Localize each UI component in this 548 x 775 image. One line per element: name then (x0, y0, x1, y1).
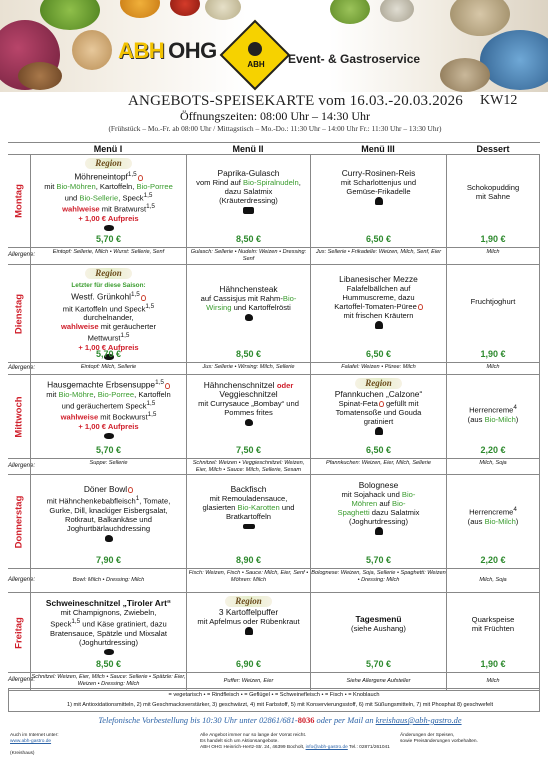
region-badge: Region (225, 596, 272, 607)
price: 7,50 € (235, 445, 262, 455)
cow-icon (243, 207, 254, 214)
allergen-cell: Pfannkuchen: Weizen, Eier, Milch, Sellerie (310, 459, 446, 474)
price: 8,50 € (235, 234, 262, 244)
region-badge: Region (85, 268, 132, 279)
icon-legend: = vegetarisch • = Rindfleisch • = Geflügel • = Schweinefleisch • = Fisch • = Knoblauch (168, 692, 380, 698)
garlic-icon (128, 487, 133, 493)
allergen-row-montag: Allergene: Eintopf: Sellerie, Milch • Wurst: Sellerie, Senf Gulasch: Sellerie • Nudeln: Weizen • Dressing: Senf Jus: Sellerie • Frikadelle: Weizen, Milch, Senf, Eier Milch (8, 248, 540, 265)
menu-2-cell: Region 3 Kartoffelpuffer mit Apfelmus oder Rübenkraut 6,90 € (186, 593, 310, 672)
allergen-cell: Falafel: Weizen • Püree: Milch (310, 363, 446, 374)
vegetable-decoration (450, 0, 510, 36)
price: 1,90 € (480, 349, 506, 359)
menu-table (8, 142, 540, 691)
allergen-row-freitag: Allergene: Schnitzel: Weizen, Eier, Milch • Sauce: Sellerie • Spätzle: Eier, Weizen • Dressing: Milch Puffer: Weizen, Eier Siehe Allergene Aufsteller Milch (8, 673, 540, 691)
price: 8,50 € (235, 349, 262, 359)
day-label: Mittwoch (13, 395, 25, 438)
price: 6,90 € (235, 659, 262, 669)
day-label: Freitag (13, 616, 25, 649)
dessert-cell: Herrencreme$^4$ (aus Bio-Milch) 2,20 € (446, 375, 540, 458)
menu-1-cell: Hausgemachte Erbsensuppe$^{1,5}$ mit Bio-Möhre, Bio-Porree, Kartoffeln und geräuchertem Speck$^{1,5}$ wahlweise mit Bockwurst$^{1,5}$ + 1,00 € Aufpreis 5,70 € (30, 375, 186, 458)
price: 8,90 € (235, 555, 262, 565)
allergen-cell: Milch (446, 673, 540, 690)
price: 5,70 € (95, 349, 122, 359)
menu-3-cell: Curry-Rosinen-Reis mit Scharlottenjus und Gemüse-Frikadelle 6,50 € (310, 155, 446, 247)
price: 5,70 € (365, 659, 392, 669)
vegetable-decoration (120, 0, 160, 18)
menu-2-cell: Hähnchenschnitzel oder Veggieschnitzel mit Currysauce „Bombay“ und Pommes frites 7,50 € (186, 375, 310, 458)
day-row-dienstag (8, 265, 540, 363)
price: 5,70 € (365, 555, 392, 565)
menu-3-cell: Bolognese mit Sojahack und Bio- Möhren auf Bio- Spaghetti dazu Salatmix (Joghurtdressing) 5,70 € (310, 475, 446, 568)
header-banner (0, 0, 548, 92)
vegetarian-icon (245, 627, 253, 635)
day-label: Dienstag (13, 293, 25, 334)
dessert-cell: Schokopudding mit Sahne 1,90 € (446, 155, 540, 247)
price: 2,20 € (480, 555, 506, 565)
price: 5,70 € (95, 445, 122, 455)
allergen-cell: Schnitzel: Weizen • Veggieschnitzel: Weizen, Eier, Milch • Sauce: Milch, Sellerie, Sesam (186, 459, 310, 474)
menu-1-cell: Region Letzter für diese Saison: Westf. Grünkohl$^{1,5}$ mit Kartoffeln und Speck$^{1,5}$ durchelnander, wahlweise mit geräucherter Mettwurst$^{1,5}$ + 1,00 € Aufpreis 5,70 € (30, 265, 186, 362)
day-row-freitag (8, 593, 540, 673)
day-row-mittwoch (8, 375, 540, 459)
logo-label: ABH (247, 60, 265, 69)
pig-icon (104, 649, 114, 655)
website-link[interactable]: www.abh-gastro.de (10, 739, 52, 744)
dessert-cell: Fruchtjoghurt 1,90 € (446, 265, 540, 362)
allergen-cell: Suppe: Sellerie (30, 459, 186, 474)
allergen-cell: Bolognese: Weizen, Soja, Sellerie • Spaghetti: Weizen • Dressing: Milch (310, 569, 446, 592)
price: 6,50 € (365, 234, 392, 244)
footer-middle: Alle Angebot immer nur so lange der Vorrat reicht. Es handelt sich um Aktionsangebote. ABH OHG Heinrich-Hertz-Str. 24, 46399 Bocholt, info@abh-gastro.de Tel.: 02871/261041 (200, 733, 390, 750)
poultry-icon (245, 314, 253, 321)
allergen-cell: Milch, Soja (446, 569, 540, 592)
menu-1-cell: Region Möhreneintopf$^{1,5}$ mit Bio-Möhren, Kartoffeln, Bio-Porree und Bio-Sellerie, Speck$^{1,5}$ wahlweise mit Bratwurst$^{1,5}$ + 1,00 € Aufpreis 5,70 € (30, 155, 186, 247)
price: 2,20 € (480, 445, 506, 455)
fish-icon (243, 524, 255, 529)
price: 6,50 € (365, 445, 392, 455)
menu-1-cell: Döner Bowl mit Hähnchenkebabfleisch$^1$, Tomate, Gurke, Dill, knackiger Eisbergsalat, Rotkraut, Balkankäse und Joghurtbärlauchdressing 7,90 € (30, 475, 186, 568)
dessert-cell: Quarkspeise mit Früchten 1,90 € (446, 593, 540, 672)
allergen-cell: Milch (446, 248, 540, 264)
allergen-cell: Jus: Sellerie • Wirsing: Milch, Sellerie (186, 363, 310, 374)
allergen-cell: Puffer: Weizen, Eier (186, 673, 310, 690)
allergen-row-donnerstag: Allergene: Bowl: Milch • Dressing: Milch Fisch: Weizen, Fisch • Sauce: Milch, Eier, Senf • Möhren: Milch Bolognese: Weizen, Soja, Sellerie • Spaghetti: Weizen • Dressing: Milch Milch, Soja (8, 569, 540, 593)
allergen-cell: Milch (446, 363, 540, 374)
allergen-row-mittwoch: Allergene: Suppe: Sellerie Schnitzel: Weizen • Veggieschnitzel: Weizen, Eier, Milch • Sauce: Milch, Sellerie, Sesam Pfannkuchen: Weizen, Eier, Milch, Sellerie Milch, Soja (8, 459, 540, 475)
menu-2-cell: Hähnchensteak auf Cassisjus mit Rahm-Bio- Wirsing und Kartoffelrösti 8,50 € (186, 265, 310, 362)
vegetarian-icon (375, 321, 383, 329)
poultry-icon (105, 535, 113, 542)
vegetable-decoration (330, 0, 370, 24)
day-row-montag (8, 155, 540, 248)
brand-logo: ABH OHG (118, 38, 217, 63)
price: 1,90 € (480, 659, 506, 669)
region-badge: Region (85, 158, 132, 169)
pig-icon (104, 433, 114, 439)
garlic-icon (141, 295, 146, 301)
allergen-cell: Fisch: Weizen, Fisch • Sauce: Milch, Eier, Senf • Möhren: Milch (186, 569, 310, 592)
allergen-cell: Eintopf: Sellerie, Milch • Wurst: Sellerie, Senf (30, 248, 186, 264)
menu-3-cell: Tagesmenü (siehe Aushang) 5,70 € (310, 593, 446, 672)
vegetable-decoration (440, 58, 490, 92)
vegetarian-icon (375, 197, 383, 205)
meal-times: (Frühstück – Mo.-Fr. ab 08:00 Uhr / Mittagstisch – Mo.-Do.: 11:30 Uhr – 14:00 Uhr Fr.: 11:30 Uhr – 13:30 Uhr) (108, 124, 442, 133)
calendar-week: KW12 (480, 93, 518, 108)
vegetarian-icon (375, 427, 383, 435)
day-label: Montag (13, 184, 25, 218)
allergen-row-dienstag: Allergene: Eintopf: Milch, Sellerie Jus: Sellerie • Wirsing: Milch, Sellerie Falafel: Weizen • Püree: Milch Milch (8, 363, 540, 375)
garlic-icon (138, 175, 143, 181)
price: 6,50 € (365, 349, 392, 359)
day-row-donnerstag (8, 475, 540, 569)
additives-legend: 1) mit Antioxidationsmitteln, 2) mit Geschmacksverstärker, 3) geschwärzt, 4) mit Farbstoff, 5) mit Konservierungsstoff, 6) mit Süßungsmitteln, 7) mit Phosphat 8) geschwefelt (67, 702, 494, 708)
vegetable-decoration (170, 0, 200, 16)
menu-3-cell: Region Pfannkuchen „Calzone“ Spinat-Feta gefüllt mit Tomatensoße und Gouda gratiniert 6,50 € (310, 375, 446, 458)
col-header-menu-1: Menü I (93, 144, 123, 154)
menu-2-cell: Paprika-Gulasch vom Rind auf Bio-Spiralnudeln, dazu Salatmix (Kräuterdressing) 8,50 € (186, 155, 310, 247)
page-title: ANGEBOTS-SPEISEKARTE vom 16.03.-20.03.2026 (128, 93, 464, 109)
allergen-cell: Milch, Soja (446, 459, 540, 474)
preorder-notice: Telefonische Vorbestellung bis 10:30 Uhr unter 02861/681-8036 oder per Mail an kreishaus@abh-gastro.de (98, 716, 462, 725)
vegetable-decoration (18, 62, 62, 90)
chef-icon (248, 42, 262, 56)
menu-2-cell: Backfisch mit Remouladensauce, glasierten Bio-Karotten und Bratkartoffeln 8,90 € (186, 475, 310, 568)
vegetable-decoration (480, 30, 548, 90)
vegetable-decoration (380, 0, 414, 22)
allergen-cell: Siehe Allergene Aufsteller (310, 673, 446, 690)
garlic-icon (418, 304, 423, 310)
garlic-icon (165, 383, 170, 389)
vegetarian-icon (375, 527, 383, 535)
price: 1,90 € (480, 234, 506, 244)
allergen-cell: Jus: Sellerie • Frikadelle: Weizen, Milch, Senf, Eier (310, 248, 446, 264)
column-headers (8, 142, 540, 155)
email-link[interactable]: kreishaus@abh-gastro.de (375, 716, 462, 725)
pig-icon (104, 225, 114, 231)
allergen-cell: Gulasch: Sellerie • Nudeln: Weizen • Dressing: Senf (186, 248, 310, 264)
region-badge: Region (355, 378, 402, 389)
col-header-dessert: Dessert (476, 144, 510, 154)
opening-hours: Öffnungszeiten: 08:00 Uhr – 14:30 Uhr (179, 109, 371, 123)
footer-left: Auch im Internet unter: www.abh-gastro.de (Kreishaus) (10, 733, 59, 756)
col-header-menu-2: Menü II (232, 144, 264, 154)
title-band (40, 93, 518, 135)
day-label: Donnerstag (13, 495, 25, 548)
poultry-icon (245, 419, 253, 426)
brand-tagline: Event- & Gastroservice (288, 52, 421, 66)
menu-1-cell: Schweineschnitzel „Tiroler Art“ mit Champignons, Zwiebeln, Speck$^{1,5}$ und Käse gratiniert, dazu Bratensauce, Spätzle und Mixsalat (Joghurtdressing) 8,50 € (30, 593, 186, 672)
allergen-cell: Eintopf: Milch, Sellerie (30, 363, 186, 374)
legend-box (8, 688, 540, 712)
vegetable-decoration (205, 0, 241, 20)
price: 5,70 € (95, 234, 122, 244)
col-header-menu-3: Menü III (361, 144, 395, 154)
allergen-cell: Bowl: Milch • Dressing: Milch (30, 569, 186, 592)
price: 7,90 € (95, 555, 122, 565)
footer-right: Änderungen der Speisen, sowie Preisänderungen vorbehalten. (400, 733, 478, 744)
price: 8,50 € (95, 659, 122, 669)
menu-3-cell: Libanesischer Mezze Falafelbällchen auf Hummuscreme, dazu Kartoffel-Tomaten-Püree mit frischen Kräutern 6,50 € (310, 265, 446, 362)
vegetable-decoration (72, 30, 112, 70)
dessert-cell: Herrencreme$^4$ (aus Bio-Milch) 2,20 € (446, 475, 540, 568)
info-email-link[interactable]: info@abh-gastro.de (305, 745, 348, 750)
allergen-cell: Schnitzel: Weizen, Eier, Milch • Sauce: Sellerie • Spätzle: Eier, Weizen • Dressing: Milch (30, 673, 186, 690)
vegetable-decoration (40, 0, 100, 30)
